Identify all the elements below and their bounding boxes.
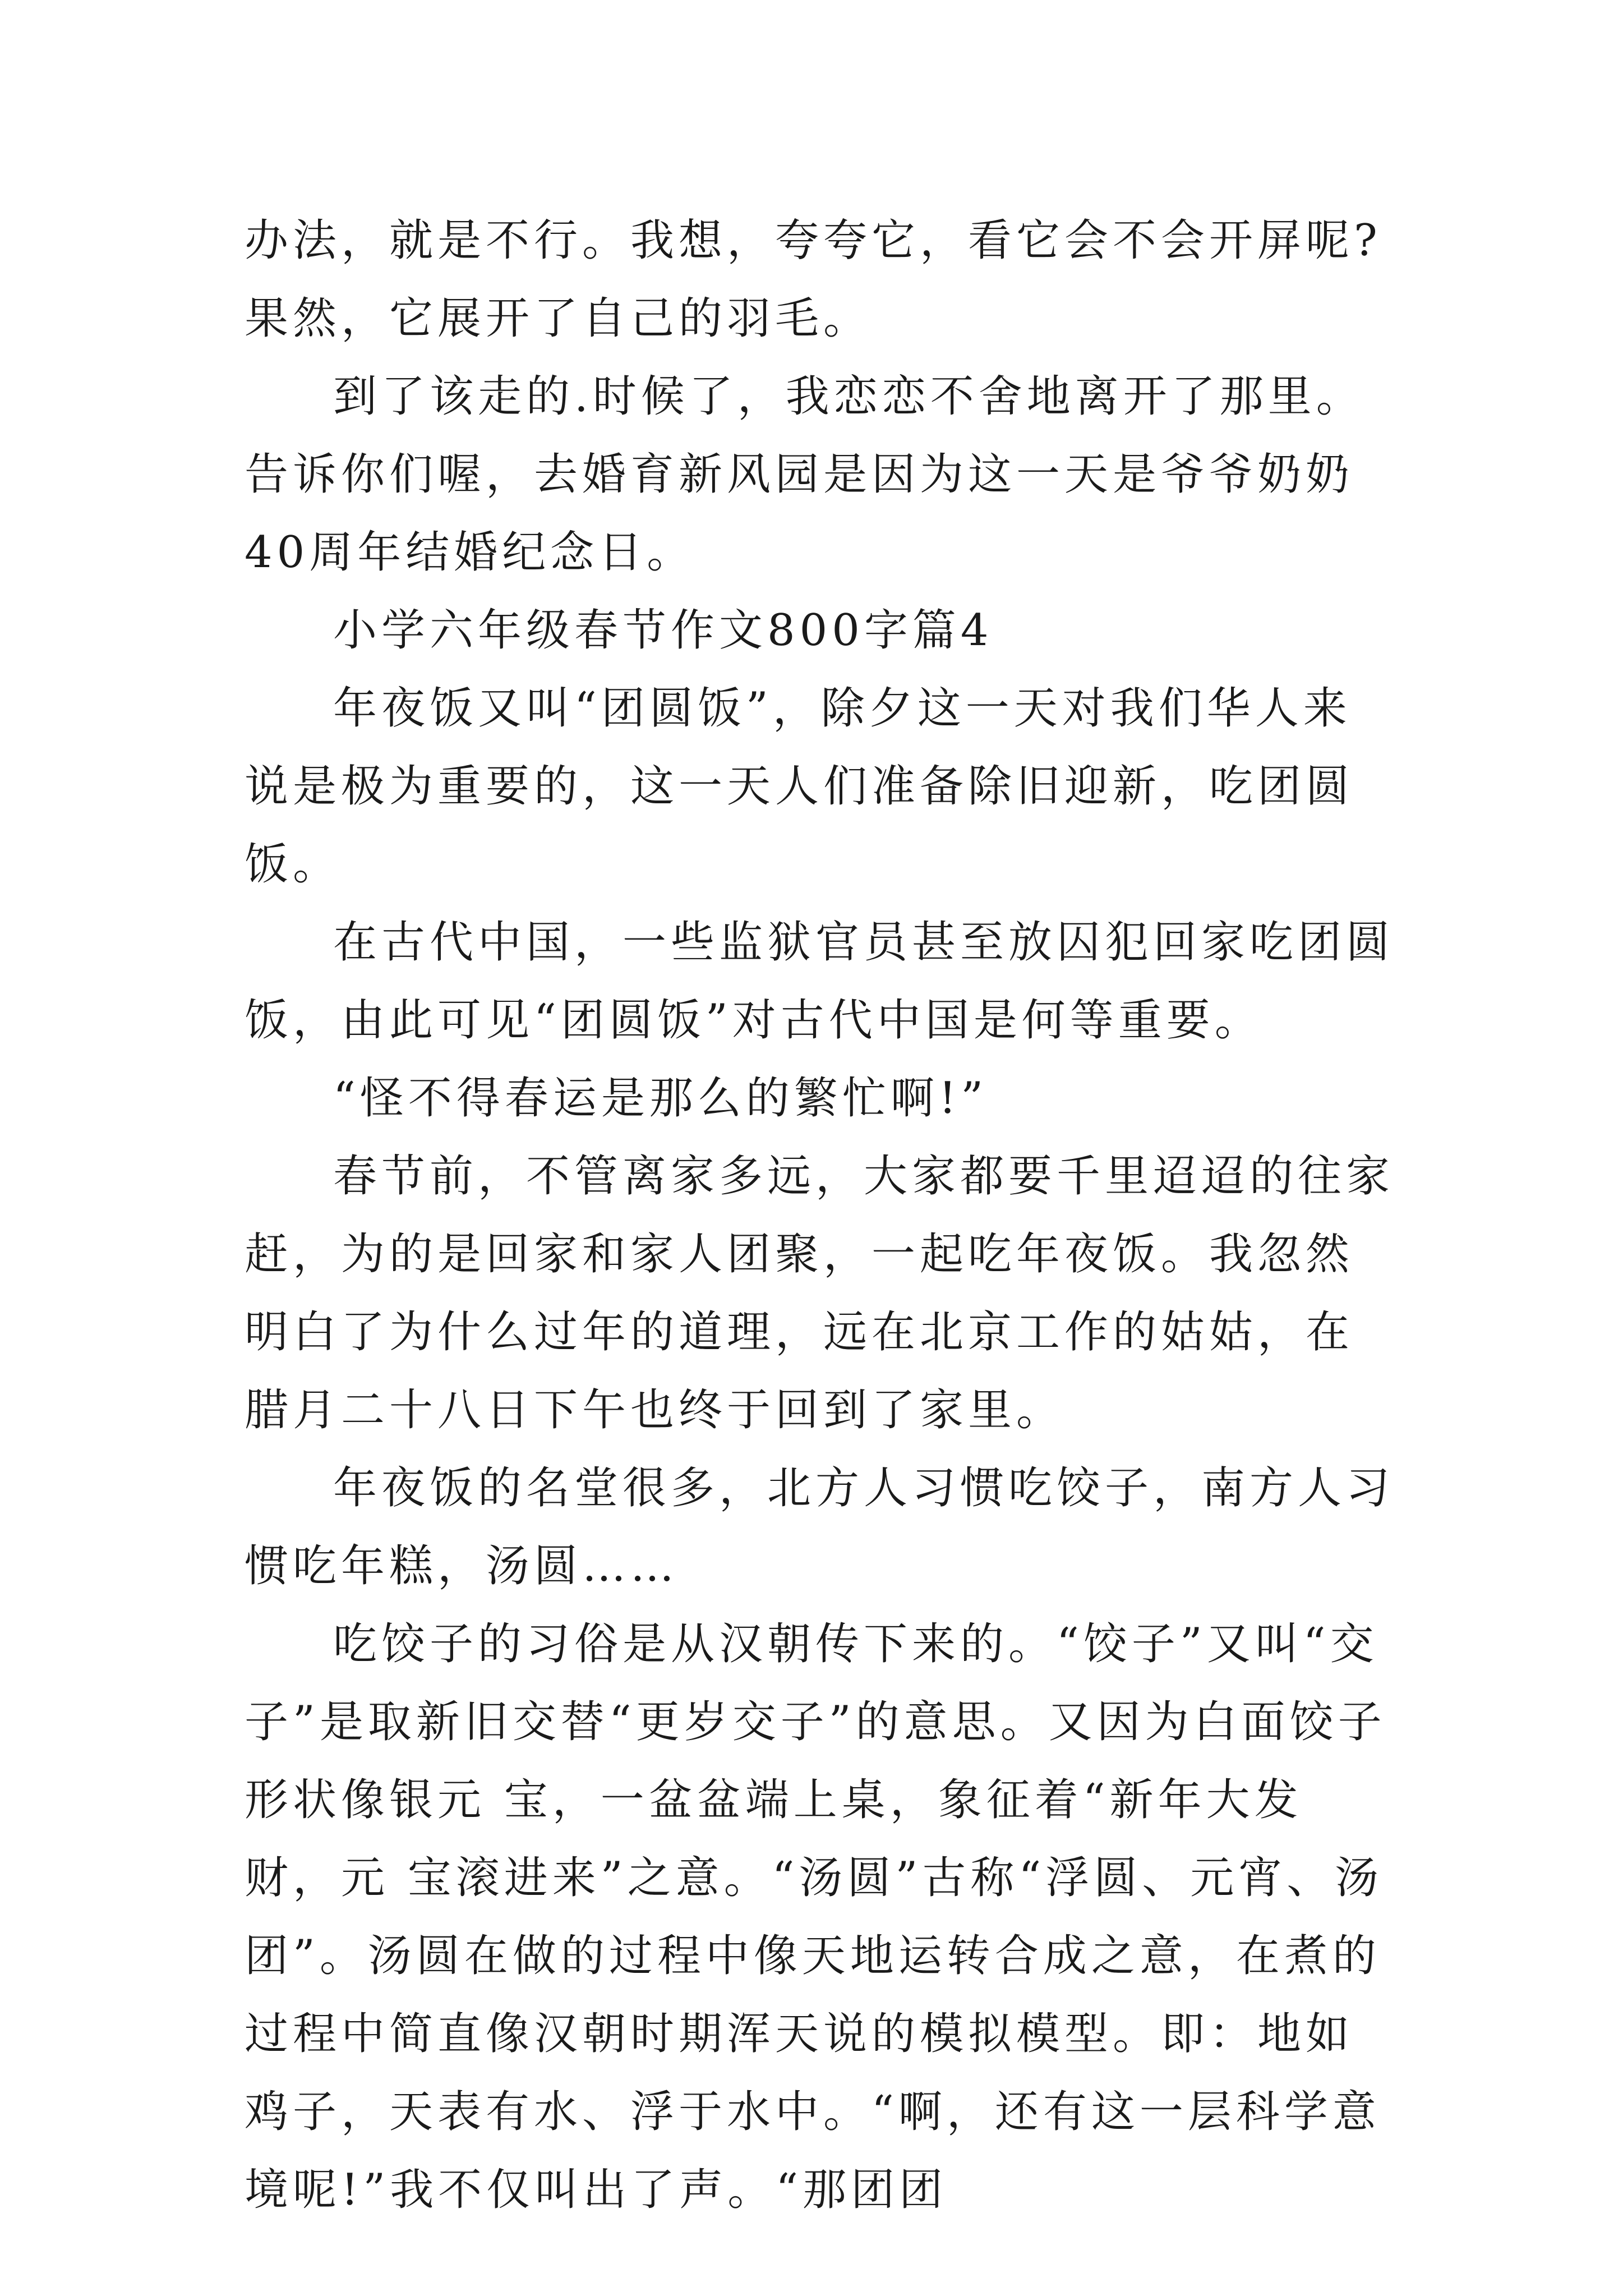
section-heading: 小学六年级春节作文800字篇4 <box>333 605 993 656</box>
paragraph-4: 在古代中国，一些监狱官员甚至放囚犯回家吃团圆饭，由此可见“团圆饭”对古代中国是何等重要。 <box>245 917 1395 1046</box>
paragraph-5: “怪不得春运是那么的繁忙啊!” <box>333 1073 988 1124</box>
paragraph-3: 年夜饭又叫“团圆饭”，除夕这一天对我们华人来说是极为重要的，这一天人们准备除旧迎新，吃团圆饭。 <box>245 683 1354 890</box>
document-body <box>245 202 1394 2229</box>
paragraph-1: 办法，就是不行。我想，夸夸它，看它会不会开屏呢?果然，它展开了自己的羽毛。 <box>245 215 1382 344</box>
paragraph-2: 到了该走的.时候了，我恋恋不舍地离开了那里。告诉你们喔，去婚育新风园是因为这一天是爷爷奶奶40周年结婚纪念日。 <box>245 371 1364 578</box>
paragraph-6: 春节前，不管离家多远，大家都要千里迢迢的往家赶，为的是回家和家人团聚，一起吃年夜饭。我忽然明白了为什么过年的道理，远在北京工作的姑姑，在腊月二十八日下午也终于回到了家里。 <box>245 1151 1395 1435</box>
paragraph-7: 年夜饭的名堂很多，北方人习惯吃饺子，南方人习惯吃年糕，汤圆…… <box>245 1463 1395 1591</box>
paragraph-8: 吃饺子的习俗是从汉朝传下来的。“饺子”又叫“交子”是取新旧交替“更岁交子”的意思。又因为白面饺子形状像银元 宝，一盆盆端上桌，象征着“新年大发财，元 宝滚进来”之意。“汤圆”古称“浮圆、元宵、汤团”。汤圆在做的过程中像天地运转合成之意，在煮的过程中简直像汉朝时期浑天说的模拟模型。即：地如鸡子，天表有水、浮于水中。“啊，还有这一层科学意境呢!”我不仅叫出了声。“那团团 <box>245 1619 1386 2215</box>
